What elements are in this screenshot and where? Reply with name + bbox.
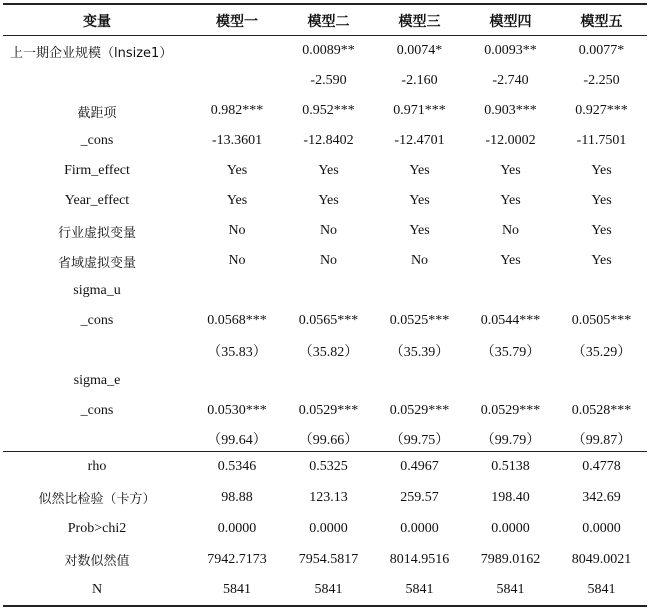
table-top-rule [3,3,647,5]
table-cell: Yes [409,223,430,238]
header-cell-model-4: 模型四 [489,14,532,30]
table-cell: 198.40 [491,489,530,505]
table-cell: 8014.9516 [389,551,450,567]
table-cell: Yes [318,193,339,208]
table-cell: 0.0000 [400,520,439,536]
table-cell: -13.3601 [211,133,263,148]
table-cell: 5841 [496,582,525,597]
table-cell: 0.982*** [210,103,264,118]
table-cell [556,276,647,306]
table-cell: Yes [318,163,339,178]
table-cell: 98.88 [221,489,253,505]
table-row [3,276,647,306]
table-cell: No [228,253,246,268]
table-cell: 342.69 [582,489,621,505]
table-cell: 0.0529*** [480,403,541,418]
table-cell: Yes [226,163,248,178]
table-cell: -2.740 [492,73,529,88]
table-cell: No [410,253,429,268]
table-cell: 0.0530*** [207,403,267,418]
table-cell: （99.79） [480,432,541,448]
table-cell: （99.87） [571,432,632,448]
table-cell: 123.13 [309,489,348,505]
table-cell: -12.0002 [485,133,536,148]
table-cell: 0.0528*** [571,403,632,418]
table-cell [556,366,647,396]
table-cell: 259.57 [400,489,439,505]
table-cell [465,276,556,306]
row-label: N [91,582,103,597]
table-cell [283,276,374,306]
table-cell: 0.903*** [484,103,537,118]
table-cell: 0.0505*** [571,313,632,328]
table-cell: （99.64） [207,432,267,448]
table-cell: 0.927*** [575,103,628,118]
table-cell [191,66,283,96]
row-label: 行业虚拟变量 [57,225,136,241]
table-cell: -11.7501 [576,133,627,148]
row-label: sigma_u [73,283,121,298]
table-cell: 0.0529*** [389,403,450,418]
table-cell: Yes [591,223,612,238]
row-label [3,336,191,366]
table-cell: 5841 [314,582,343,597]
table-row [3,452,647,482]
table-cell: Yes [500,253,521,268]
header-cell-model-2: 模型二 [307,14,350,30]
table-cell: 0.0089** [302,43,355,58]
table-cell: 0.4967 [400,459,439,474]
header-cell-model-5: 模型五 [580,14,623,30]
table-cell: 7989.0162 [480,551,541,567]
table-cell: 0.5346 [217,459,257,474]
table-row [3,396,647,426]
row-label: 似然比检验（卡方） [38,492,156,507]
row-label: 省域虚拟变量 [57,255,136,271]
table-cell: 0.0000 [491,520,530,536]
table-cell: （35.39） [389,345,450,360]
table-row [3,513,647,544]
table-cell: 5841 [223,582,251,597]
row-label: rho [87,459,107,474]
table-cell: No [319,253,338,268]
table-cell: 0.0525*** [389,313,450,328]
table-cell: 5841 [405,582,434,597]
header-cell-variable: 变量 [83,14,111,30]
table-cell: （35.29） [571,345,632,360]
table-cell: （35.79） [480,345,541,360]
table-cell: -12.8402 [303,133,354,148]
table-cell: 0.952*** [302,103,355,118]
table-cell: Yes [500,193,521,208]
table-cell [374,366,465,396]
table-row [3,156,647,186]
table-row [3,336,647,366]
table-cell: 0.0529*** [298,403,359,418]
table-header-row [3,6,647,36]
table-cell: 0.0000 [217,520,257,536]
row-label: 截距项 [77,105,117,121]
table-cell: 0.971*** [393,103,446,118]
table-row [3,306,647,336]
header-cell-model-1: 模型一 [216,14,258,30]
table-cell: 0.0565*** [298,313,359,328]
row-label: 上一期企业规模（lnsize1） [10,45,173,61]
table-cell: （99.75） [389,432,450,448]
table-cell: 0.5138 [491,459,530,474]
table-cell: Yes [226,193,248,208]
table-cell: Yes [409,163,430,178]
row-label: Year_effect [64,193,130,208]
row-label: _cons [80,403,114,418]
row-label [3,426,191,451]
table-cell: Yes [591,193,612,208]
table-cell: Yes [591,253,612,268]
row-label: Firm_effect [64,163,130,178]
table-cell: -2.250 [583,73,620,88]
table-row [3,186,647,216]
table-cell [283,366,374,396]
table-cell: （35.83） [207,345,267,360]
table-cell: 0.5325 [309,459,348,474]
row-label: sigma_e [73,373,121,388]
table-cell: （99.66） [298,432,359,448]
table-cell: -12.4701 [394,133,445,148]
row-label: _cons [80,133,114,148]
table-cell: No [319,223,338,238]
table-cell [465,366,556,396]
table-cell: 0.0000 [309,520,348,536]
table-row [3,482,647,513]
table-cell: 0.0077* [578,43,625,58]
table-cell: （35.82） [298,345,359,360]
table-cell: Yes [591,163,612,178]
table-cell: No [228,223,246,238]
table-row [3,575,647,605]
table-row [3,426,647,451]
table-cell [191,276,283,306]
table-cell: 0.0093** [484,43,537,58]
table-cell: 0.0000 [582,520,621,536]
row-label [3,66,191,96]
table-row [3,96,647,126]
header-cell-model-3: 模型三 [398,14,441,30]
table-cell [191,36,283,66]
table-cell [191,366,283,396]
row-label: 对数似然值 [64,554,130,569]
table-cell: 0.0074* [396,43,443,58]
table-row [3,216,647,246]
table-row [3,66,647,96]
table-cell: 0.0544*** [480,313,541,328]
table-cell [374,276,465,306]
row-label: _cons [80,313,114,328]
table-row [3,126,647,156]
table-cell: 8049.0021 [571,551,632,567]
table-cell: 5841 [587,582,616,597]
table-bottom-rule [3,605,647,607]
table-cell: No [501,223,520,238]
table-cell: 7954.5817 [298,551,359,567]
table-row [3,246,647,276]
table-cell: Yes [500,163,521,178]
table-cell: Yes [409,193,430,208]
table-cell: 7942.7173 [207,551,267,567]
row-label: Prob>chi2 [67,520,127,536]
table-row [3,36,647,66]
table-cell: 0.0568*** [207,313,267,328]
table-cell: 0.4778 [582,459,621,474]
table-cell: -2.590 [310,73,347,88]
table-row [3,366,647,396]
table-cell: -2.160 [401,73,438,88]
table-row [3,544,647,575]
